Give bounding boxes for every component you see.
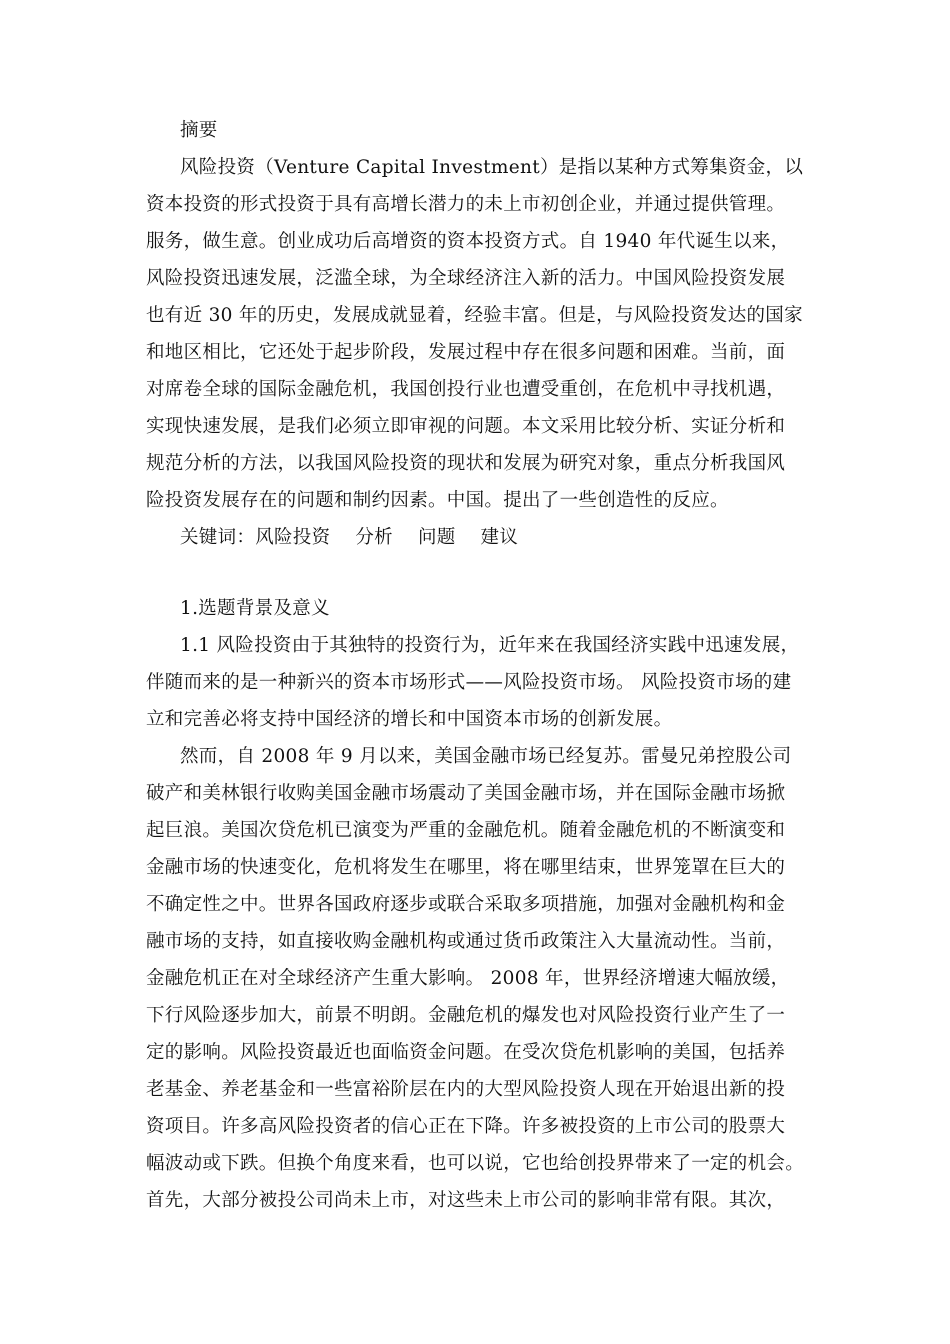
keywords-line: 关键词：风险投资 分析 问题 建议 <box>180 527 519 548</box>
paragraph-line: 老基金、养老基金和一些富裕阶层在内的大型风险投资人现在开始退出新的投 <box>146 1079 786 1100</box>
abstract-line: 也有近 30 年的历史，发展成就显着，经验丰富。但是，与风险投资发达的国家 <box>146 305 803 326</box>
abstract-line: 和地区相比，它还处于起步阶段，发展过程中存在很多问题和困难。当前，面 <box>146 342 786 363</box>
section-1 <box>146 590 806 1219</box>
abstract-line: 风险投资（Venture Capital Investment）是指以某种方式筹集资金，以 <box>180 157 804 178</box>
paragraph-line: 定的影响。风险投资最近也面临资金问题。在受次贷危机影响的美国，包括养 <box>146 1042 786 1063</box>
paragraph-line: 首先，大部分被投公司尚未上市，对这些未上市公司的影响非常有限。其次， <box>146 1190 786 1211</box>
paragraph-line: 破产和美林银行收购美国金融市场震动了美国金融市场，并在国际金融市场掀 <box>146 783 786 804</box>
paragraph-line: 立和完善必将支持中国经济的增长和中国资本市场的创新发展。 <box>146 709 673 730</box>
abstract-line: 对席卷全球的国际金融危机，我国创投行业也遭受重创，在危机中寻找机遇， <box>146 379 786 400</box>
abstract-section <box>146 112 806 556</box>
paragraph-line: 下行风险逐步加大，前景不明朗。金融危机的爆发也对风险投资行业产生了一 <box>146 1005 786 1026</box>
paragraph-line: 起巨浪。美国次贷危机已演变为严重的金融危机。随着金融危机的不断演变和 <box>146 820 786 841</box>
paragraph-line: 金融危机正在对全球经济产生重大影响。 2008 年，世界经济增速大幅放缓， <box>146 968 790 989</box>
paragraph-line: 不确定性之中。世界各国政府逐步或联合采取多项措施，加强对金融机构和金 <box>146 894 786 915</box>
paragraph-line: 1.1 风险投资由于其独特的投资行为，近年来在我国经济实践中迅速发展， <box>180 635 800 656</box>
abstract-heading: 摘要 <box>180 120 218 141</box>
abstract-line: 资本投资的形式投资于具有高增长潜力的未上市初创企业，并通过提供管理。 <box>146 194 786 215</box>
paragraph-line: 幅波动或下跌。但换个角度来看，也可以说，它也给创投界带来了一定的机会。 <box>146 1153 805 1174</box>
abstract-line: 风险投资迅速发展，泛滥全球，为全球经济注入新的活力。中国风险投资发展 <box>146 268 786 289</box>
section-heading: 1.选题背景及意义 <box>180 598 330 619</box>
paragraph-line: 然而，自 2008 年 9 月以来，美国金融市场已经复苏。雷曼兄弟控股公司 <box>180 746 792 767</box>
abstract-line: 实现快速发展，是我们必须立即审视的问题。本文采用比较分析、实证分析和 <box>146 416 786 437</box>
paragraph-line: 金融市场的快速变化，危机将发生在哪里，将在哪里结束，世界笼罩在巨大的 <box>146 857 786 878</box>
paragraph-line: 伴随而来的是一种新兴的资本市场形式——风险投资市场。 风险投资市场的建 <box>146 672 792 693</box>
abstract-line: 服务，做生意。创业成功后高增资的资本投资方式。自 1940 年代诞生以来， <box>146 231 790 252</box>
abstract-line: 险投资发展存在的问题和制约因素。中国。提出了一些创造性的反应。 <box>146 490 729 511</box>
abstract-line: 规范分析的方法，以我国风险投资的现状和发展为研究对象，重点分析我国风 <box>146 453 786 474</box>
paragraph-line: 资项目。许多高风险投资者的信心正在下降。许多被投资的上市公司的股票大 <box>146 1116 786 1137</box>
paragraph-line: 融市场的支持，如直接收购金融机构或通过货币政策注入大量流动性。当前， <box>146 931 786 952</box>
